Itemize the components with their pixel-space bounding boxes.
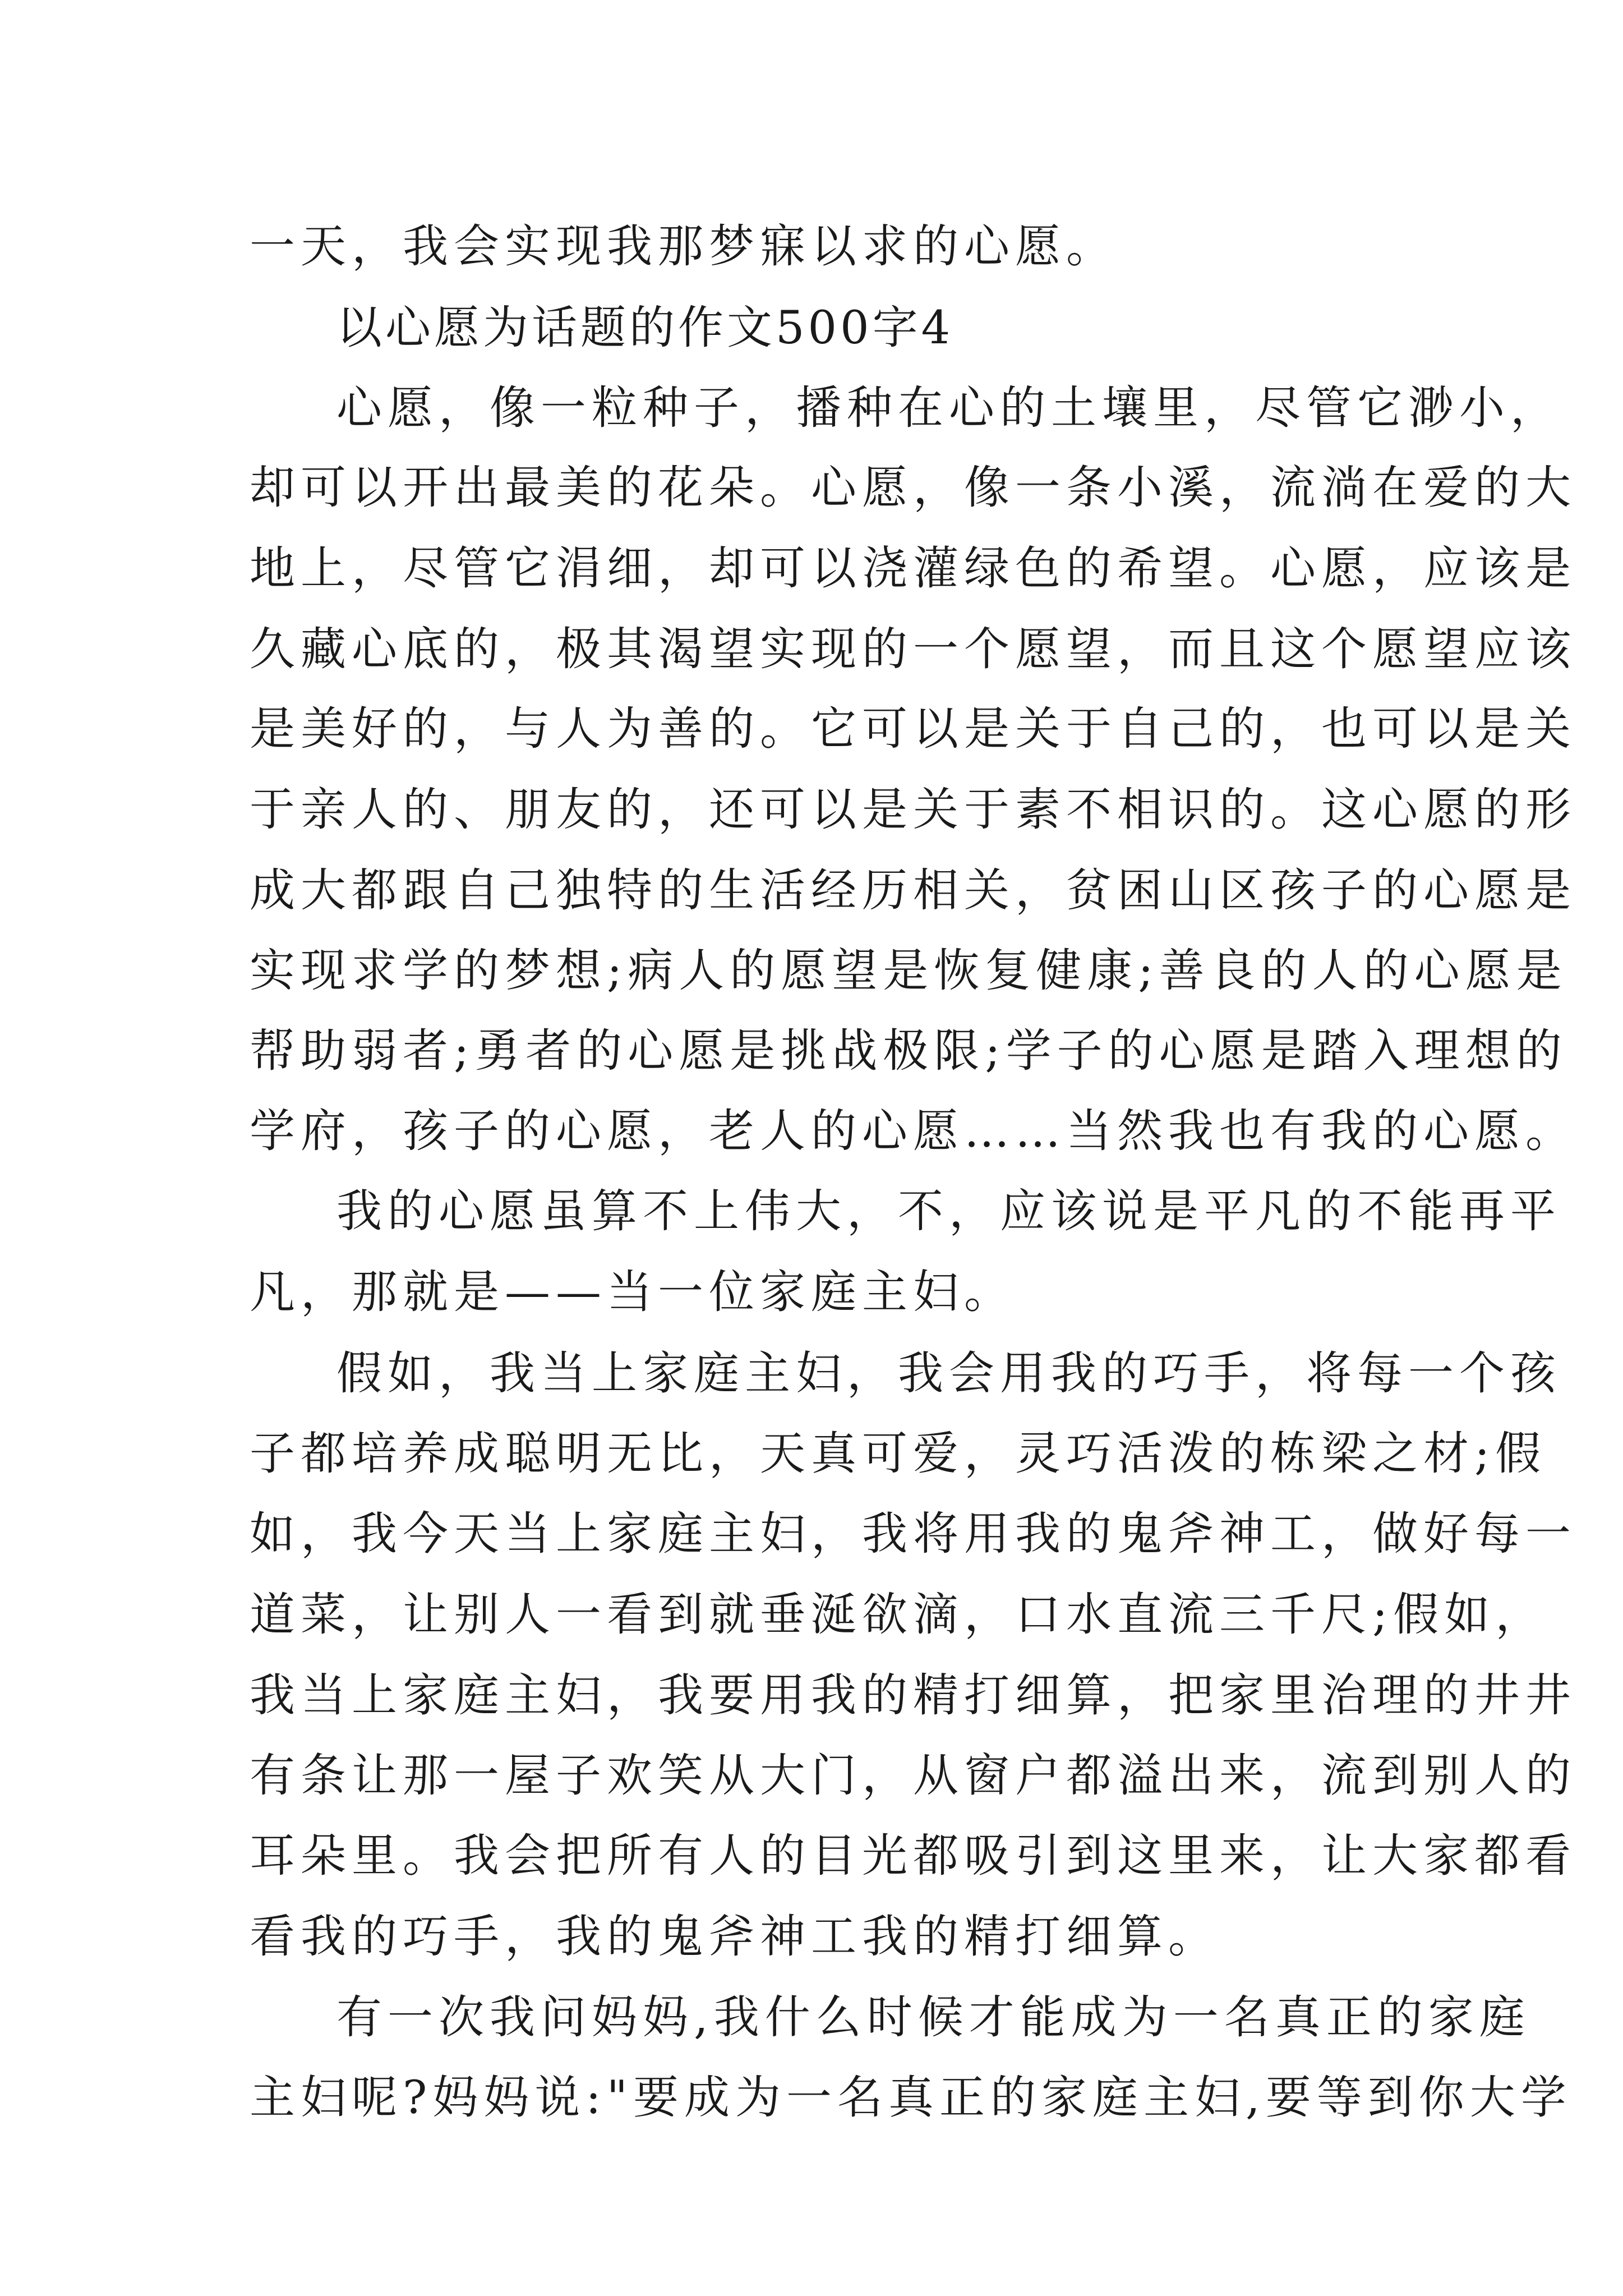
text-line: 我当上家庭主妇，我要用我的精打细算，把家里治理的井井	[250, 1669, 1577, 1722]
text-line: 心愿，像一粒种子，播种在心的土壤里，尽管它渺小，	[336, 382, 1562, 435]
text-line: 地上，尽管它涓细，却可以浇灌绿色的希望。心愿，应该是	[250, 542, 1577, 595]
text-line: 道菜，让别人一看到就垂涎欲滴，口水直流三千尺;假如，	[250, 1589, 1547, 1641]
text-line: 子都培养成聪明无比，天真可爱，灵巧活泼的栋梁之材;假	[250, 1428, 1547, 1480]
text-line: 主妇呢?妈妈说:"要成为一名真正的家庭主妇,要等到你大学	[250, 2072, 1572, 2124]
text-line: 看我的巧手，我的鬼斧神工我的精打细算。	[250, 1911, 1220, 1963]
text-line: 于亲人的、朋友的，还可以是关于素不相识的。这心愿的形	[250, 784, 1577, 836]
text-line: 是美好的，与人为善的。它可以是关于自己的，也可以是关	[250, 703, 1577, 756]
text-line: 实现求学的梦想;病人的愿望是恢复健康;善良的人的心愿是	[250, 945, 1567, 997]
text-line: 成大都跟自己独特的生活经历相关，贫困山区孩子的心愿是	[250, 864, 1577, 917]
text-line: 却可以开出最美的花朵。心愿，像一条小溪，流淌在爱的大	[250, 462, 1577, 514]
text-line: 一天，我会实现我那梦寐以求的心愿。	[250, 220, 1118, 273]
text-line: 如，我今天当上家庭主妇，我将用我的鬼斧神工，做好每一	[250, 1508, 1577, 1561]
section-title: 以心愿为话题的作文500字4	[336, 302, 954, 355]
text-line: 有条让那一屋子欢笑从大门，从窗户都溢出来，流到别人的	[250, 1750, 1577, 1802]
text-line: 耳朵里。我会把所有人的目光都吸引到这里来，让大家都看	[250, 1830, 1577, 1883]
text-line: 假如，我当上家庭主妇，我会用我的巧手，将每一个孩	[336, 1347, 1562, 1400]
text-line: 学府，孩子的心愿，老人的心愿……当然我也有我的心愿。	[250, 1105, 1577, 1158]
text-line: 久藏心底的，极其渴望实现的一个愿望，而且这个愿望应该	[250, 623, 1577, 676]
text-line: 我的心愿虽算不上伟大，不，应该说是平凡的不能再平	[336, 1185, 1562, 1238]
text-line: 有一次我问妈妈,我什么时候才能成为一名真正的家庭	[336, 1991, 1530, 2044]
text-line: 凡，那就是——当一位家庭主妇。	[250, 1266, 1016, 1319]
text-line: 帮助弱者;勇者的心愿是挑战极限;学子的心愿是踏入理想的	[250, 1025, 1567, 1078]
